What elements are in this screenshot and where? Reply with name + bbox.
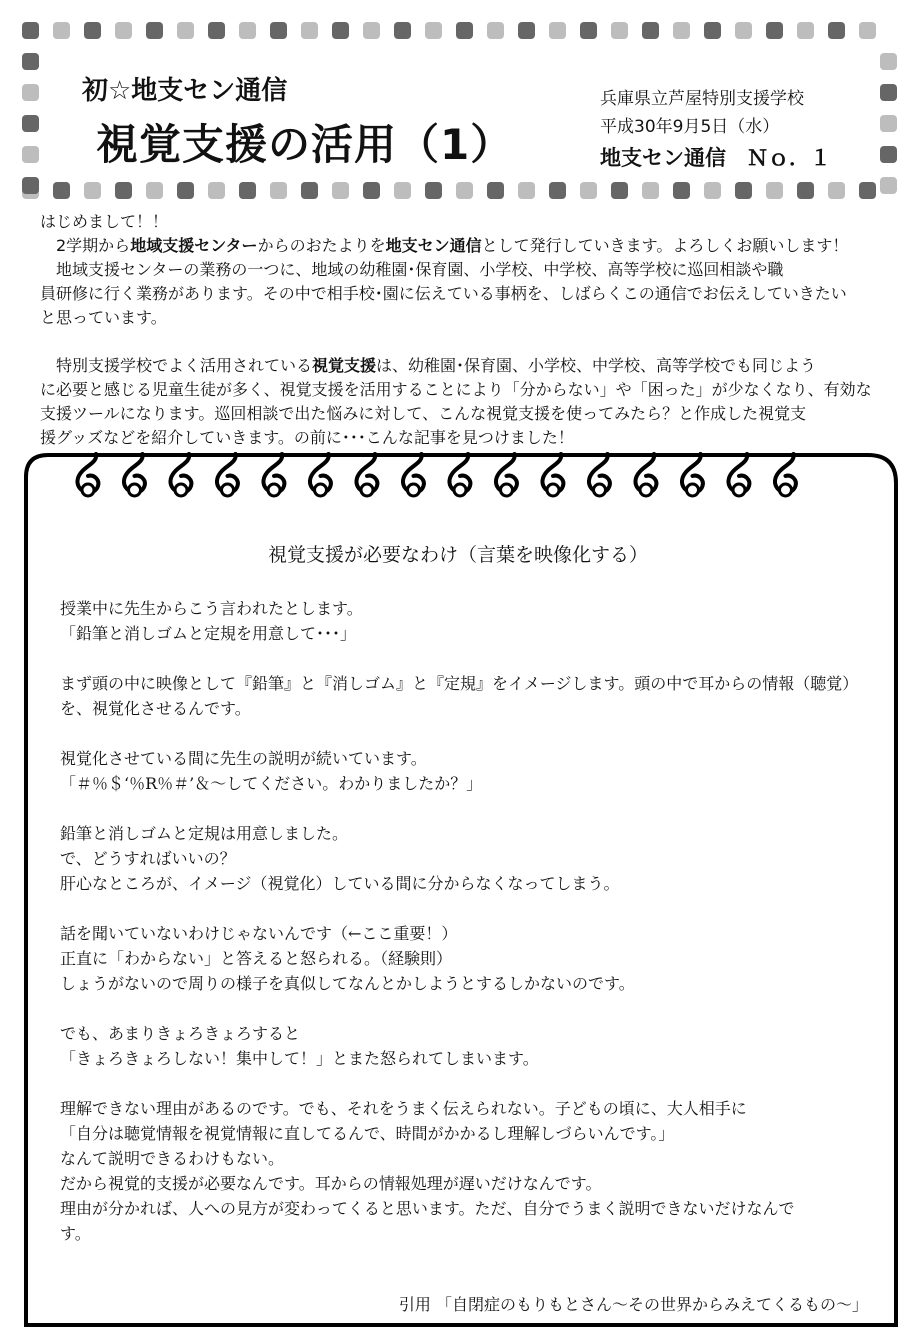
ring-hole — [594, 484, 606, 496]
frame-dot — [208, 182, 225, 199]
article-line: 「自分は聴覚情報を視覚情報に直してるんで、時間がかかるし理解しづらいんです。」 — [60, 1124, 675, 1143]
frame-dot — [456, 182, 473, 199]
frame-dot — [177, 22, 194, 39]
ring-hole — [268, 484, 280, 496]
article-line: 話を聞いていないわけじゃないんです（←ここ重要！） — [60, 924, 458, 943]
frame-dot — [84, 22, 101, 39]
frame-dot — [673, 22, 690, 39]
frame-dot — [332, 182, 349, 199]
frame-dot — [673, 182, 690, 199]
frame-dot — [363, 182, 380, 199]
intro-paragraph-2-line: 員研修に行く業務があります。その中で相手校･園に伝えている事柄を、しばらくこの通信でお伝えしていきたい — [40, 284, 847, 303]
frame-dot — [84, 182, 101, 199]
intro-emphasis: 視覚支援 — [312, 356, 377, 375]
article-line: 正直に「わからない」と答えると怒られる。（経験則） — [60, 949, 453, 968]
frame-dot — [611, 182, 628, 199]
frame-dot — [53, 182, 70, 199]
frame-dot — [270, 182, 287, 199]
ring-hole — [129, 484, 141, 496]
ring-hole — [175, 484, 187, 496]
frame-dot — [22, 115, 39, 132]
frame-dot — [704, 182, 721, 199]
frame-dot — [22, 53, 39, 70]
article-line: 理解できない理由があるのです。でも、それをうまく伝えられない。子どもの頃に、大人相手に — [60, 1099, 747, 1118]
frame-dot — [735, 182, 752, 199]
frame-dot — [880, 146, 897, 163]
article-line: 肝心なところが、イメージ（視覚化）している間に分からなくなってしまう。 — [60, 874, 620, 893]
frame-dot — [487, 182, 504, 199]
frame-dot — [642, 182, 659, 199]
frame-dot — [332, 22, 349, 39]
frame-dot — [146, 22, 163, 39]
frame-dot — [766, 22, 783, 39]
frame-dot — [880, 115, 897, 132]
ring-hole — [687, 484, 699, 496]
article-line: 鉛筆と消しゴムと定規は用意しました。 — [60, 824, 349, 843]
frame-dot — [797, 22, 814, 39]
issue-number: 地支セン通信 Ｎｏ．１ — [600, 146, 831, 170]
ring-hole — [454, 484, 466, 496]
frame-dot — [580, 182, 597, 199]
frame-dot — [425, 182, 442, 199]
page-title: 視覚支援の活用（1） — [96, 120, 514, 169]
school-name: 兵庫県立芦屋特別支援学校 — [600, 89, 804, 109]
article-line: なんて説明できるわけもない。 — [60, 1149, 285, 1168]
intro-greeting: はじめまして！！ — [40, 212, 169, 231]
intro-paragraph-2-line: 地域支援センターの業務の一つに、地域の幼稚園･保育園、小学校、中学校、高等学校に巡回相談や職 — [40, 260, 784, 279]
intro-paragraph-3-line: 支援ツールになります。巡回相談で出た悩みに対して、こんな視覚支援を使ってみたら？と作成した視覚支 — [40, 404, 807, 423]
article-line: 「＃％＄‘％R％＃’＆～してください。わかりましたか？」 — [60, 774, 483, 793]
article-line: まず頭の中に映像として『鉛筆』と『消しゴム』と『定規』をイメージします。頭の中で耳からの情報（聴覚） — [60, 674, 859, 693]
frame-dot — [518, 22, 535, 39]
frame-dot — [22, 177, 39, 194]
frame-dot — [456, 22, 473, 39]
intro-paragraph-2-line: と思っています。 — [40, 308, 167, 327]
frame-dot — [363, 22, 380, 39]
article-line: を、視覚化させるんです。 — [60, 699, 251, 718]
article-heading: 視覚支援が必要なわけ（言葉を映像化する） — [267, 544, 648, 566]
frame-dot — [549, 182, 566, 199]
frame-dot — [766, 182, 783, 199]
ring-hole — [222, 484, 234, 496]
ring-hole — [408, 484, 420, 496]
intro-section — [40, 210, 880, 450]
article-line: 授業中に先生からこう言われたとします。 — [60, 599, 363, 618]
intro-emphasis: 地域支援センター — [130, 236, 258, 255]
intro-text: 2学期から — [40, 236, 131, 255]
intro-emphasis: 地支セン通信 — [385, 236, 482, 255]
issue-date: 平成30年9月5日（水） — [600, 117, 780, 137]
frame-dot — [704, 22, 721, 39]
frame-dot — [146, 182, 163, 199]
frame-dot — [394, 182, 411, 199]
intro-paragraph-1 — [40, 234, 880, 258]
frame-dot — [177, 182, 194, 199]
frame-dot — [735, 22, 752, 39]
frame-dot — [22, 22, 39, 39]
article-line: 理由が分かれば、人への見方が変わってくると思います。ただ、自分でうまく説明できないだけなんで — [60, 1199, 795, 1218]
frame-dot — [549, 22, 566, 39]
intro-text: 特別支援学校でよく活用されている — [40, 356, 313, 375]
intro-text: として発行していきます。よろしくお願いします！ — [481, 236, 849, 255]
article-body — [60, 596, 880, 1246]
frame-dot — [301, 22, 318, 39]
frame-dot — [642, 22, 659, 39]
frame-dot — [53, 22, 70, 39]
article-line: す。 — [60, 1224, 91, 1243]
frame-dot — [301, 182, 318, 199]
intro-paragraph-3 — [40, 354, 880, 378]
frame-dot — [880, 53, 897, 70]
article-line: 「きょろきょろしない！集中して！」とまた怒られてしまいます。 — [60, 1049, 539, 1068]
ring-hole — [640, 484, 652, 496]
frame-dot — [859, 22, 876, 39]
intro-text: からのおたよりを — [257, 236, 386, 255]
intro-paragraph-3-line: 援グッズなどを紹介していきます。の前に･･･こんな記事を見つけました！ — [40, 428, 574, 447]
frame-dot — [611, 22, 628, 39]
citation: 引用 「自閉症のもりもとさん～その世界からみえてくるもの～」 — [398, 1295, 868, 1314]
frame-dot — [115, 182, 132, 199]
article-line: でも、あまりきょろきょろすると — [60, 1024, 301, 1043]
intro-text: は、幼稚園･保育園、小学校、中学校、高等学校でも同じよう — [376, 356, 817, 375]
frame-dot — [797, 182, 814, 199]
article-line: 視覚化させている間に先生の説明が続いています。 — [60, 749, 427, 768]
ring-hole — [82, 484, 94, 496]
frame-dot — [828, 182, 845, 199]
article-line: で、どうすればいいの？ — [60, 849, 236, 868]
frame-dot — [22, 146, 39, 163]
frame-dot — [239, 182, 256, 199]
frame-dot — [580, 22, 597, 39]
frame-dot — [394, 22, 411, 39]
ring-hole — [547, 484, 559, 496]
ring-hole — [733, 484, 745, 496]
intro-paragraph-3-line: に必要と感じる児童生徒が多く、視覚支援を活用することにより「分からない」や「困った」が少なくなり、有効な — [40, 380, 872, 399]
ring-hole — [501, 484, 513, 496]
ring-hole — [361, 484, 373, 496]
newsletter-kicker: 初☆地支セン通信 — [82, 76, 288, 106]
frame-dot — [239, 22, 256, 39]
frame-dot — [115, 22, 132, 39]
frame-dot — [22, 84, 39, 101]
frame-dot — [828, 22, 845, 39]
frame-dot — [859, 182, 876, 199]
frame-dot — [208, 22, 225, 39]
frame-dot — [518, 182, 535, 199]
article-line: 「鉛筆と消しゴムと定規を用意して･･･」 — [60, 624, 357, 643]
ring-hole — [315, 484, 327, 496]
frame-dot — [880, 177, 897, 194]
frame-dot — [425, 22, 442, 39]
article-line: だから視覚的支援が必要なんです。耳からの情報処理が遅いだけなんです。 — [60, 1174, 602, 1193]
ring-hole — [780, 484, 792, 496]
frame-dot — [880, 84, 897, 101]
article-line: しょうがないので周りの様子を真似してなんとかしようとするしかないのです。 — [60, 974, 635, 993]
frame-dot — [487, 22, 504, 39]
frame-dot — [270, 22, 287, 39]
